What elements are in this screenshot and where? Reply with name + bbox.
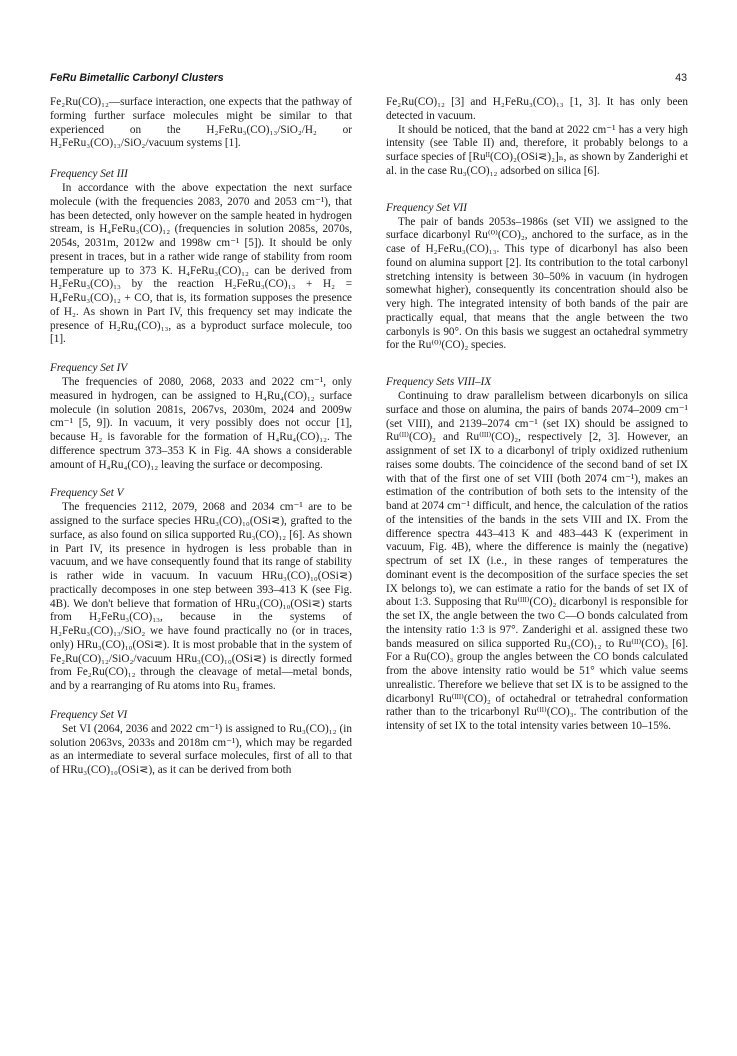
paragraph-note-2022: It should be noticed, that the band at 2022 cm⁻¹ has a very high intensity (see Table II) and, therefore, it probably belongs to a surface species of [Ruᴵᴵ(CO)₂(OSi⋜)₂]ₙ, as shown by Zanderighi et al. in the case Ru₃(CO)₁₂ adsorbed on silica [6]. — [386, 123, 688, 177]
heading-frequency-set-7: Frequency Set VII — [386, 201, 467, 214]
heading-frequency-set-6: Frequency Set VI — [50, 708, 128, 721]
left-column — [50, 96, 352, 778]
running-title: FeRu Bimetallic Carbonyl Clusters — [50, 72, 224, 84]
right-column — [386, 96, 688, 734]
heading-frequency-set-4: Frequency Set IV — [50, 362, 128, 374]
heading-frequency-sets-8-9: Frequency Sets VIII–IX — [386, 376, 492, 388]
running-header — [50, 72, 687, 88]
paragraph-frequency-set-6: Set VI (2064, 2036 and 2022 cm⁻¹) is assigned to Ru₃(CO)₁₂ (in solution 2063vs, 2033s and 2018m cm⁻¹), which may be regarded as an intermediate to several surface molecules, first of all to that of HRu₃(CO)₁₀(OSi⋜), as it can be derived from both — [50, 722, 352, 776]
page-number: 43 — [675, 72, 687, 84]
paragraph-intro: Fe₂Ru(CO)₁₂—surface interaction, one expects that the pathway of forming further surface molecules might be similar to that experienced on the H₂FeRu₃(CO)₁₃/SiO₂/H₂ or H₂FeRu₃(CO)₁₃/SiO₂/vacuum systems [1]. — [50, 96, 352, 150]
paragraph-frequency-sets-8-9: Continuing to draw parallelism between dicarbonyls on silica surface and those on alumina, the pairs of bands 2074–2009 cm⁻¹ (set VIII), and 2139–2074 cm⁻¹ (set IX) should be assigned to Ru⁽ᴵᴵ⁾(CO)₂ and Ru⁽ᴵᴵᴵ⁾(CO)₂, respectively [2, 3]. However, an assignment of set IX to a dicarbonyl of triply oxidized ruthenium raises some doubts. The coincidence of the second band of set IX with that of the first one of set VIII (both 2074 cm⁻¹), makes an estimation of the contribution of both sets to the intensity of the band at 2074 cm⁻¹ difficult, and hence, the calculation of the ratios of the intensities of the bands in the sets VIII and IX. From the difference spectra 443–413 K and 483–443 K (experiment in vacuum, Fig. 4B), where the difference is mainly the (negative) spectrum of set IX (i.e., in these ranges of temperatures the dominant event is the decomposition of the surface species the set IX belongs to), we can estimate a ratio for the bands of set IX of about 1:3. Supposing that Ru⁽ᴵᴵᴵ⁾(CO)₂ dicarbonyl is responsible for the set IX, the angle between the two C—O bonds calculated from the intensity ratio 1:3 is 97°. Zanderighi et al. assigned these two bands measured on silica supported Ru₃(CO)₁₂ to Ru⁽ᴵᴵ⁾(CO)₃ [6]. For a Ru(CO)₃ group the angles between the CO bonds calculated from the above intensity ratio would be 51° which value seems unrealistic. Therefore we believe that set IX is to be assigned to the dicarbonyl Ru⁽ᴵᴵᴵ⁾(CO)₂ of octahedral or tetrahedral conformation rather than to the tricarbonyl Ru⁽ᴵᴵ⁾(CO)₃. The contribution of the intensity of set IX to the total intensity varies between 10–15%. — [386, 390, 688, 732]
heading-frequency-set-3: Frequency Set III — [50, 168, 128, 180]
paragraph-frequency-set-4: The frequencies of 2080, 2068, 2033 and 2022 cm⁻¹, only measured in hydrogen, can be assigned to H₄Ru₄(CO)₁₂ surface molecule (in solution 2081s, 2067vs, 2030m, 2024 and 2009w cm⁻¹ [5, 9]). In vacuum, it very possibly does not occur [1], because H₂ is favorable for the formation of H₄Ru₄(CO)₁₂. The difference spectrum 373–353 K in Fig. 4A shows a considerable amount of H₄Ru₄(CO)₁₂ leaving the surface or decomposing. — [50, 376, 352, 471]
paragraph-frequency-set-5: The frequencies 2112, 2079, 2068 and 2034 cm⁻¹ are to be assigned to the surface species HRu₃(CO)₁₀(OSi⋜), grafted to the surface, as also found on silica supported Ru₃(CO)₁₂ [6]. As shown in Part IV, its presence in hydrogen is less probable than in vacuum, and we have consequently found that its range of stability is rather wide in vacuum. In vacuum HRu₃(CO)₁₀(OSi⋜) practically decomposes in one step between 393–413 K (see Fig. 4B). We don't believe that formation of HRu₃(CO)₁₀(OSi⋜) starts from H₂FeRu₃(CO)₁₃, because in the systems of H₂FeRu₃(CO)₁₃/SiO₂ we have found practically no (or in traces, only) HRu₃(CO)₁₀(OSi⋜). It is most probable that in the system of Fe₂Ru(CO)₁₂/SiO₂/vacuum HRu₃(CO)₁₀(OSi⋜) is directly formed from Fe₂Ru(CO)₁₂ through the cleavage of metal—metal bonds, and by a rearranging of Ru atoms into Ru₃ frames. — [50, 501, 352, 692]
paragraph-frequency-set-3: In accordance with the above expectation the next surface molecule (with the frequencies 2083, 2070 and 2053 cm⁻¹), that has been detected, only however on the sample heated in hydrogen stream, is H₄FeRu₃(CO)₁₂ (frequencies in solution 2085s, 2070s, 2054s, 2031m, 2012w and 1998w cm⁻¹ [5]). It should be only present in traces, but in a rather wide range of stability from room temperature up to 373 K. H₄FeRu₃(CO)₁₂ can be derived from H₂FeRu₃(CO)₁₃ by the reaction H₂FeRu₃(CO)₁₃ + H₂ = H₄FeRu₃(CO)₁₂ + CO, that is, its formation supposes the presence of H₂. As shown in Part IV, this frequency set may indicate the presence of H₂Ru₄(CO)₁₃, as a byproduct surface molecule, too [1]. — [50, 182, 352, 346]
paragraph-continuation: Fe₂Ru(CO)₁₂ [3] and H₂FeRu₃(CO)₁₃ [1, 3]. It has only been detected in vacuum. — [386, 96, 688, 122]
paragraph-frequency-set-7: The pair of bands 2053s–1986s (set VII) we assigned to the surface dicarbonyl Ru⁽⁰⁾(CO)₂, anchored to the surface, as in the case of H₂FeRu₃(CO)₁₃. This type of dicarbonyl has also been found on alumina support [2]. Its contribution to the total carbonyl stretching intensity is between 30–50% in vacuum (in hydrogen somewhat higher), consequently its concentration should also be very high. The integrated intensity of both bands of the pair are practically equal, that means that the angle between the two carbonyls is 90°. On this basis we suggest an octahedral symmetry for the Ru⁽⁰⁾(CO)₂ species. — [386, 215, 688, 352]
heading-frequency-set-5: Frequency Set V — [50, 487, 124, 500]
